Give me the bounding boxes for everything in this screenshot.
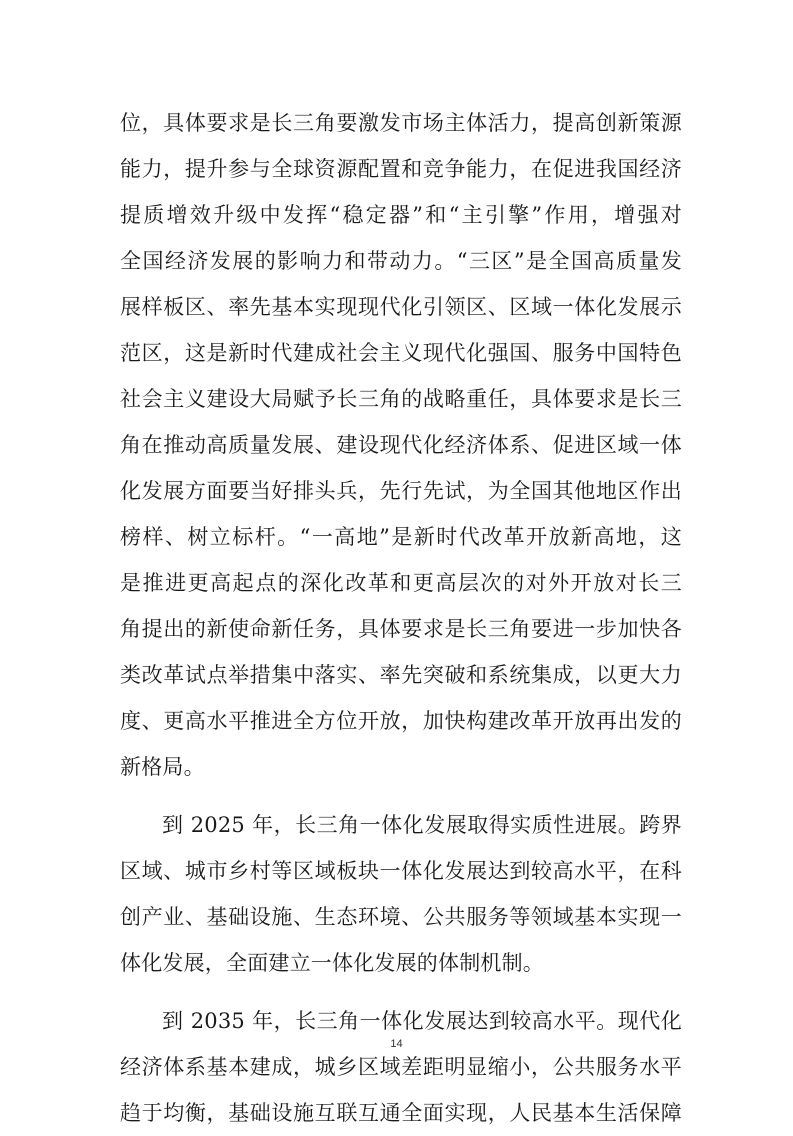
paragraph-spacer <box>120 790 682 802</box>
text-line: 到 2025 年，长三角一体化发展取得实质性进展。跨界 <box>162 813 682 837</box>
text-line: 类改革试点举措集中落实、率先突破和系统集成，以更大力 <box>120 663 682 687</box>
paragraph-2 <box>120 802 682 986</box>
text-line: 能力，提升参与全球资源配置和竞争能力，在促进我国经济 <box>120 157 682 181</box>
text-line: 角提出的新使命新任务，具体要求是长三角要进一步加快各 <box>120 617 682 641</box>
text-line: 社会主义建设大局赋予长三角的战略重任，具体要求是长三 <box>120 387 682 411</box>
text-line: 化发展方面要当好排头兵，先行先试，为全国其他地区作出 <box>120 479 682 503</box>
text-line: 提质增效升级中发挥“稳定器”和“主引擎”作用，增强对 <box>120 203 682 227</box>
text-line: 新格局。 <box>120 755 205 779</box>
text-line: 趋于均衡，基础设施互联互通全面实现，人民基本生活保障 <box>120 1101 682 1125</box>
paragraph-1 <box>120 100 682 790</box>
text-line: 区域、城市乡村等区域板块一体化发展达到较高水平，在科 <box>120 859 682 883</box>
page-number: 14 <box>390 1038 403 1050</box>
text-line: 全国经济发展的影响力和带动力。“三区”是全国高质量发 <box>120 249 682 273</box>
text-line: 展样板区、率先基本实现现代化引领区、区域一体化发展示 <box>120 295 682 319</box>
text-line: 范区，这是新时代建成社会主义现代化强国、服务中国特色 <box>120 341 682 365</box>
text-line: 角在推动高质量发展、建设现代化经济体系、促进区域一体 <box>120 433 682 457</box>
paragraph-3 <box>120 998 682 1136</box>
text-line: 到 2035 年，长三角一体化发展达到较高水平。现代化 <box>162 1009 682 1033</box>
text-line: 是推进更高起点的深化改革和更高层次的对外开放对长三 <box>120 571 682 595</box>
text-line: 体化发展，全面建立一体化发展的体制机制。 <box>120 951 544 975</box>
text-line: 经济体系基本建成，城乡区域差距明显缩小，公共服务水平 <box>120 1055 682 1079</box>
body-text <box>120 100 682 1136</box>
paragraph-spacer <box>120 986 682 998</box>
text-line: 创产业、基础设施、生态环境、公共服务等领域基本实现一 <box>120 905 682 929</box>
text-line: 位，具体要求是长三角要激发市场主体活力，提高创新策源 <box>120 111 682 135</box>
text-line: 榜样、树立标杆。“一高地”是新时代改革开放新高地，这 <box>120 525 682 549</box>
text-line: 度、更高水平推进全方位开放，加快构建改革开放再出发的 <box>120 709 682 733</box>
